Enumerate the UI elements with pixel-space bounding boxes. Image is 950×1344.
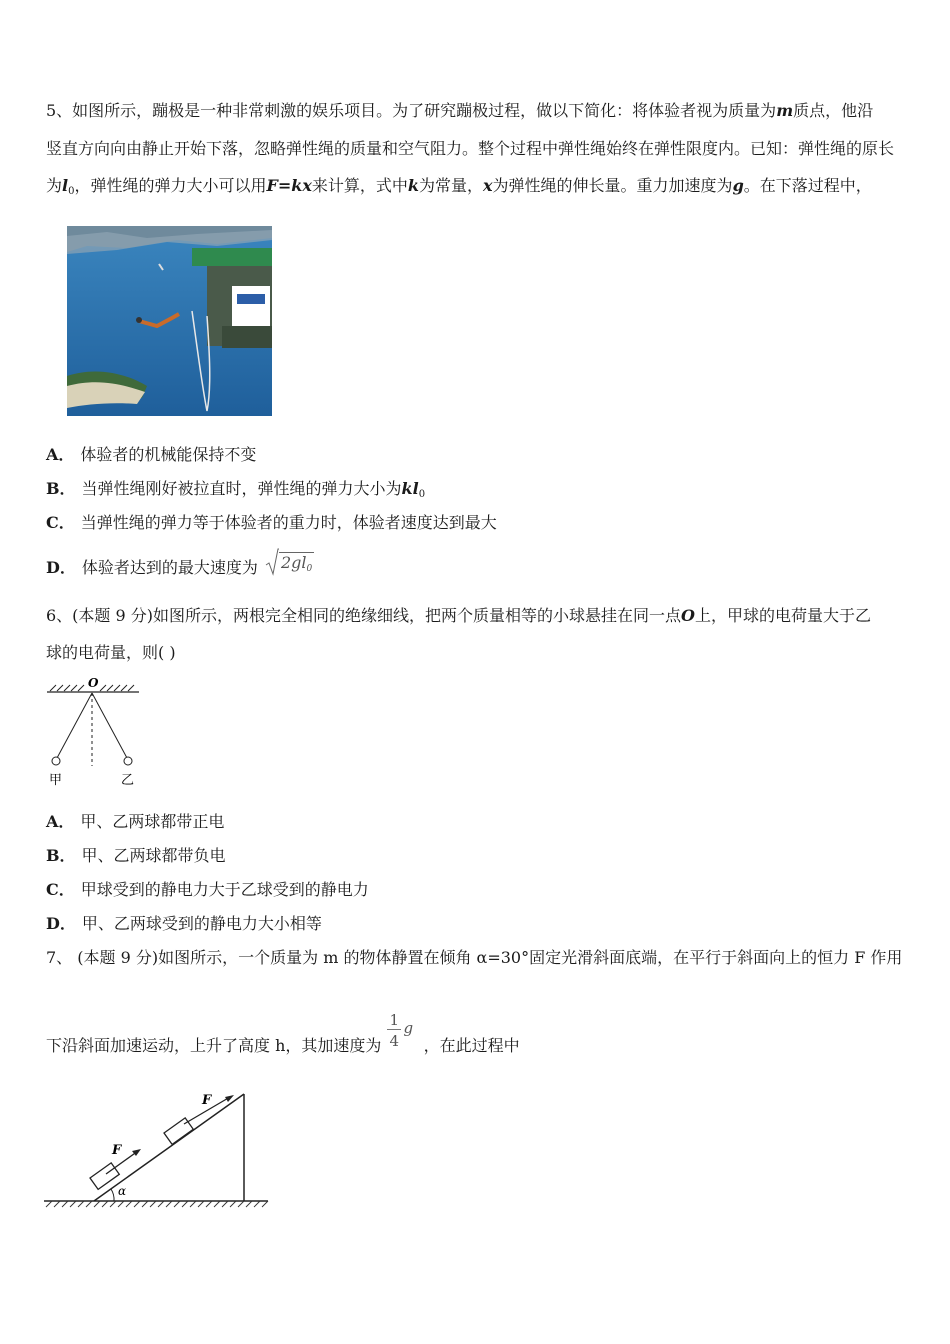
q5-line-2 — [46, 139, 894, 159]
var-l0-subscript: 0 — [68, 186, 75, 197]
ball-jia-label: 甲 — [49, 773, 63, 788]
q6-option-c — [46, 880, 369, 900]
q5-line-3 — [46, 176, 872, 202]
q5-line-1 — [46, 101, 873, 121]
q5-text: 质点，他沿 — [793, 101, 874, 120]
option-text: 甲球受到的静电力大于乙球受到的静电力 — [80, 880, 369, 899]
option-text: 当弹性绳刚好被拉直时，弹性绳的弹力大小为 — [81, 479, 402, 498]
q5-text: 。在下落过程中， — [743, 176, 872, 195]
option-label: D． — [46, 558, 76, 577]
formula-fkx: F=kx — [266, 176, 312, 195]
q5-text: 为 — [46, 176, 63, 195]
option-text: 当弹性绳的弹力等于体验者的重力时，体验者速度达到最大 — [80, 513, 497, 532]
ball-yi-label: 乙 — [121, 773, 135, 788]
option-label: B． — [46, 846, 76, 865]
var-m: m — [776, 101, 794, 120]
q6-option-a — [46, 812, 224, 832]
q7-line-1 — [46, 948, 902, 968]
q6-text: 球的电荷量，则( ) — [46, 643, 176, 662]
sqrt-radicand-text: 2gl — [281, 553, 307, 572]
q5-text: 竖直方向向由静止开始下落，忽略弹性绳的质量和空气阻力。整个过程中弹性绳始终在弹性限度内。已知：弹性绳的原长 — [46, 139, 895, 158]
var-x: x — [483, 176, 493, 195]
option-text: 体验者达到的最大速度为 — [81, 558, 258, 577]
q6-line-1 — [46, 606, 871, 626]
force-label-upper: F — [202, 1093, 212, 1108]
two-balls-diagram — [44, 674, 144, 792]
q7-text: 7、 (本题 9 分)如图所示，一个质量为 m 的物体静置在倾角 α=30°固定光滑斜面底端，在平行于斜面向上的恒力 F 作用 — [46, 948, 903, 967]
q6-option-d — [46, 914, 322, 934]
option-label: A． — [46, 445, 75, 464]
option-text: 甲、乙两球受到的静电力大小相等 — [81, 914, 322, 933]
var-k: k — [407, 176, 419, 195]
sqrt-radicand-subscript: 0 — [306, 564, 313, 574]
incline-figure — [44, 1088, 270, 1212]
q5-text: 来计算，式中 — [311, 176, 408, 195]
q6-text: 6、(本题 9 分)如图所示，两根完全相同的绝缘细线，把两个质量相等的小球悬挂在同一点 — [46, 606, 682, 625]
force-label-lower: F — [112, 1143, 122, 1158]
point-o-label: O — [88, 676, 99, 690]
sqrt-symbol — [265, 548, 279, 576]
q6-text: 上，甲球的电荷量大于乙 — [694, 606, 871, 625]
option-text: 甲、乙两球都带负电 — [81, 846, 226, 865]
q5-text: ，弹性绳的弹力大小可以用 — [74, 176, 267, 195]
bungee-photo — [67, 226, 272, 416]
option-label: C． — [46, 513, 75, 532]
option-text: 体验者的机械能保持不变 — [80, 445, 257, 464]
q7-text: 下沿斜面加速运动，上升了高度 h，其加速度为 — [46, 1036, 382, 1055]
fraction-numerator: 1 — [389, 1011, 400, 1029]
bungee-photo-illustration — [67, 226, 272, 416]
option-label: C． — [46, 880, 75, 899]
sqrt-expression — [265, 553, 314, 584]
q5-text: 5、如图所示，蹦极是一种非常刺激的娱乐项目。为了研究蹦极过程，做以下简化：将体验者视为质量为 — [46, 101, 777, 120]
incline-diagram — [44, 1088, 270, 1212]
var-kl0-subscript: 0 — [418, 489, 426, 500]
q5-text: 为弹性绳的伸长量。重力加速度为 — [492, 176, 733, 195]
var-kl0: kl — [401, 479, 419, 498]
option-label: A． — [46, 812, 75, 831]
option-label: D． — [46, 914, 76, 933]
fraction-denominator: 4 — [389, 1032, 400, 1050]
fraction-g: g — [403, 1019, 414, 1037]
q5-option-a — [46, 445, 256, 465]
q5-option-d — [46, 553, 314, 584]
fraction-quarter-g — [387, 1011, 419, 1056]
var-o: O — [681, 606, 695, 625]
option-text: 甲、乙两球都带正电 — [80, 812, 225, 831]
var-l0: l — [62, 176, 69, 195]
q5-option-c — [46, 513, 497, 533]
angle-alpha-label: α — [118, 1184, 127, 1198]
two-balls-figure — [44, 674, 144, 792]
q6-line-2 — [46, 643, 176, 663]
q6-option-b — [46, 846, 226, 866]
q7-line-2 — [46, 1011, 520, 1056]
option-label: B． — [46, 479, 76, 498]
fraction-bar — [387, 1029, 401, 1030]
sqrt-radicand — [279, 552, 314, 572]
q5-option-b — [46, 479, 425, 505]
var-g: g — [732, 176, 744, 195]
q5-text: 为常量， — [418, 176, 483, 195]
q7-text: ，在此过程中 — [423, 1036, 520, 1055]
